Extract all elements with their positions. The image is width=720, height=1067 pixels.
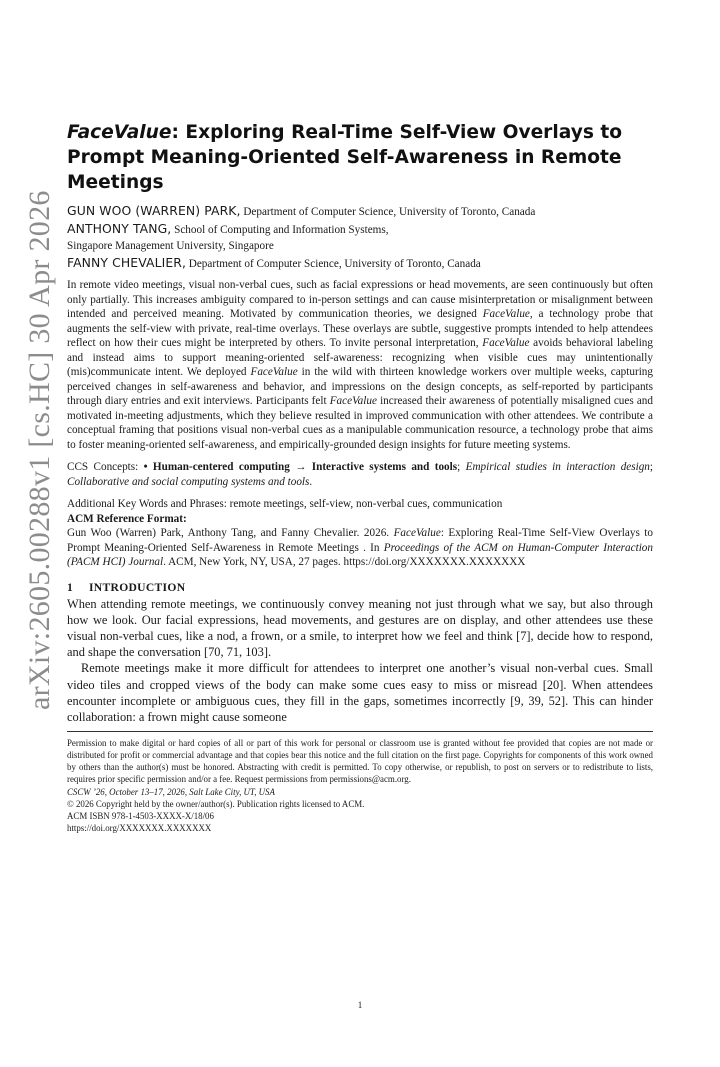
abstract-system-name: FaceValue: [329, 395, 377, 407]
reference-text: . ACM, New York, NY, USA, 27 pages. https://doi.org/XXXXXXX.XXXXXXX: [163, 556, 526, 568]
ccs-secondary: Collaborative and social computing systems and tools: [67, 475, 310, 488]
author-affiliation: Department of Computer Science, University of Toronto, Canada: [188, 257, 481, 270]
abstract-text: in the wild with thirteen knowledge workers over multiple weeks, capturing perceived changes in self-awareness and behavior, and impressions on the design concepts, as self-reported by participants through diary entries and exit interviews. Participants felt: [67, 366, 653, 407]
introduction-body: [67, 596, 653, 726]
abstract-text: , a technology probe that augments the self-view with private, real-time overlays. These overlays are subtle, suggestive prompts intended to help attendees reflect on how their cues might be interpreted by others. To invite personal interpretation,: [67, 308, 653, 349]
conference-venue: CSCW ’26, October 13–17, 2026, Salt Lake City, UT, USA: [67, 786, 275, 797]
title-rest: : Exploring Real-Time Self-View Overlays to Prompt Meaning-Oriented Self-Awareness in Remote Meetings: [67, 122, 623, 193]
section-heading: [67, 580, 653, 596]
reference-system-name: FaceValue: [393, 527, 441, 539]
author-line: [67, 238, 653, 255]
author-affiliation: Singapore Management University, Singapore: [67, 240, 274, 252]
author-name: GUN WOO (WARREN) PARK,: [67, 203, 241, 218]
abstract-system-name: FaceValue: [482, 337, 530, 349]
author-line: [67, 255, 653, 273]
ccs-label: CCS Concepts:: [67, 461, 144, 473]
keywords-text: Additional Key Words and Phrases: remote meetings, self-view, non-verbal cues, communication: [67, 498, 503, 510]
author-affiliation: School of Computing and Information Systems,: [174, 223, 389, 236]
paragraph: Remote meetings make it more difficult for attendees to interpret one another’s visual non-verbal cues. Small video tiles and cropped views of the body can make some cues easy to miss or misread [20]. When attendees encounter incomplete or ambiguous cues, they fill in the gaps, sometimes incorrectly [9, 39, 52]. This can hinder collaboration: a frown might cause someone: [67, 661, 653, 724]
footnote-divider: [67, 731, 653, 732]
author-line: [67, 203, 653, 221]
section-title: INTRODUCTION: [89, 580, 186, 594]
paper-title: [67, 120, 653, 195]
ccs-primary: • Human-centered computing → Interactive systems and tools: [143, 461, 458, 473]
abstract: [67, 278, 653, 452]
reference-text: : Exploring Real-Time Self-View Overlays to Prompt Meaning-Oriented Self-Awareness in Remote Meetings . In: [67, 527, 653, 554]
ccs-separator: ;: [649, 461, 654, 473]
ccs-end: .: [309, 475, 313, 488]
page-number: 1: [357, 1000, 363, 1010]
isbn: ACM ISBN 978-1-4503-XXXX-X/18/06: [67, 810, 214, 821]
copyright-notice: © 2026 Copyright held by the owner/author(s). Publication rights licensed to ACM.: [67, 798, 365, 809]
author-affiliation: Department of Computer Science, University of Toronto, Canada: [243, 206, 536, 218]
author-name: ANTHONY TANG,: [67, 220, 172, 236]
title-system-name: FaceValue: [67, 122, 172, 143]
abstract-system-name: FaceValue: [482, 308, 530, 320]
arxiv-stamp: arXiv:2605.00288v1 [cs.HC] 30 Apr 2026: [23, 190, 56, 710]
abstract-text: increased their awareness of potentially misaligned cues and motivated in-meeting adjustments, which they believe resulted in improved communication with other attendees. We contribute a conceptual framing that positions visual non-verbal cues as a manipulable communication resource, a technology probe that aims to foster meaning-oriented self-awareness, and empirically-grounded design insights for future meeting systems.: [67, 395, 653, 451]
page-content: [67, 120, 653, 834]
keywords: [67, 497, 653, 512]
footnote-block: [67, 737, 653, 834]
author-name: FANNY CHEVALIER,: [67, 254, 187, 270]
author-block: [67, 203, 653, 272]
ccs-concepts: [67, 460, 653, 489]
doi-link: https://doi.org/XXXXXXX.XXXXXXX: [67, 822, 212, 833]
paragraph: When attending remote meetings, we continuously convey meaning not just through what we say, but also through how we look. Our facial expressions, head movements, and gestures are on display, and other attendees use these visual non-verbal cues, like a nod, a frown, or a smile, to interpret how we feel and think [7], decide how to respond, and shape the conversation [70, 71, 103].: [67, 596, 653, 660]
permission-notice: Permission to make digital or hard copies of all or part of this work for personal or classroom use is granted without fee provided that copies are not made or distributed for profit or commercial advantage and that copies bear this notice and the full citation on the first page. Copyrights for components of this work owned by others than the author(s) must be honored. Abstracting with credit is permitted. To copy otherwise, or republish, to post on servers or to redistribute to lists, requires prior specific permission and/or a fee. Request permissions from permissions@acm.org.: [67, 738, 653, 785]
abstract-text: avoids behavioral labeling and instead aims to support meaning-oriented self-awareness: recognizing when visible cues may unintentionally (mis)communicate intent. We deployed: [67, 337, 653, 378]
ccs-separator: ;: [457, 461, 466, 473]
ccs-secondary: Empirical studies in interaction design: [465, 461, 650, 473]
reference-heading: ACM Reference Format:: [67, 512, 187, 525]
section-number: 1: [67, 580, 74, 594]
acm-reference: [67, 512, 653, 570]
abstract-system-name: FaceValue: [250, 366, 298, 378]
abstract-text: In remote video meetings, visual non-verbal cues, such as facial expressions or head movements, are seen continuously but often only partially. This increases ambiguity compared to in-person settings and can cause misinterpretation or misalignment between intended and perceived meaning. Motivated by communication theories, we designed: [67, 279, 653, 320]
reference-text: Gun Woo (Warren) Park, Anthony Tang, and Fanny Chevalier. 2026.: [67, 527, 394, 539]
author-line: [67, 221, 653, 239]
reference-venue: Proceedings of the ACM on Human-Computer Interaction (PACM HCI) Journal: [67, 541, 653, 568]
